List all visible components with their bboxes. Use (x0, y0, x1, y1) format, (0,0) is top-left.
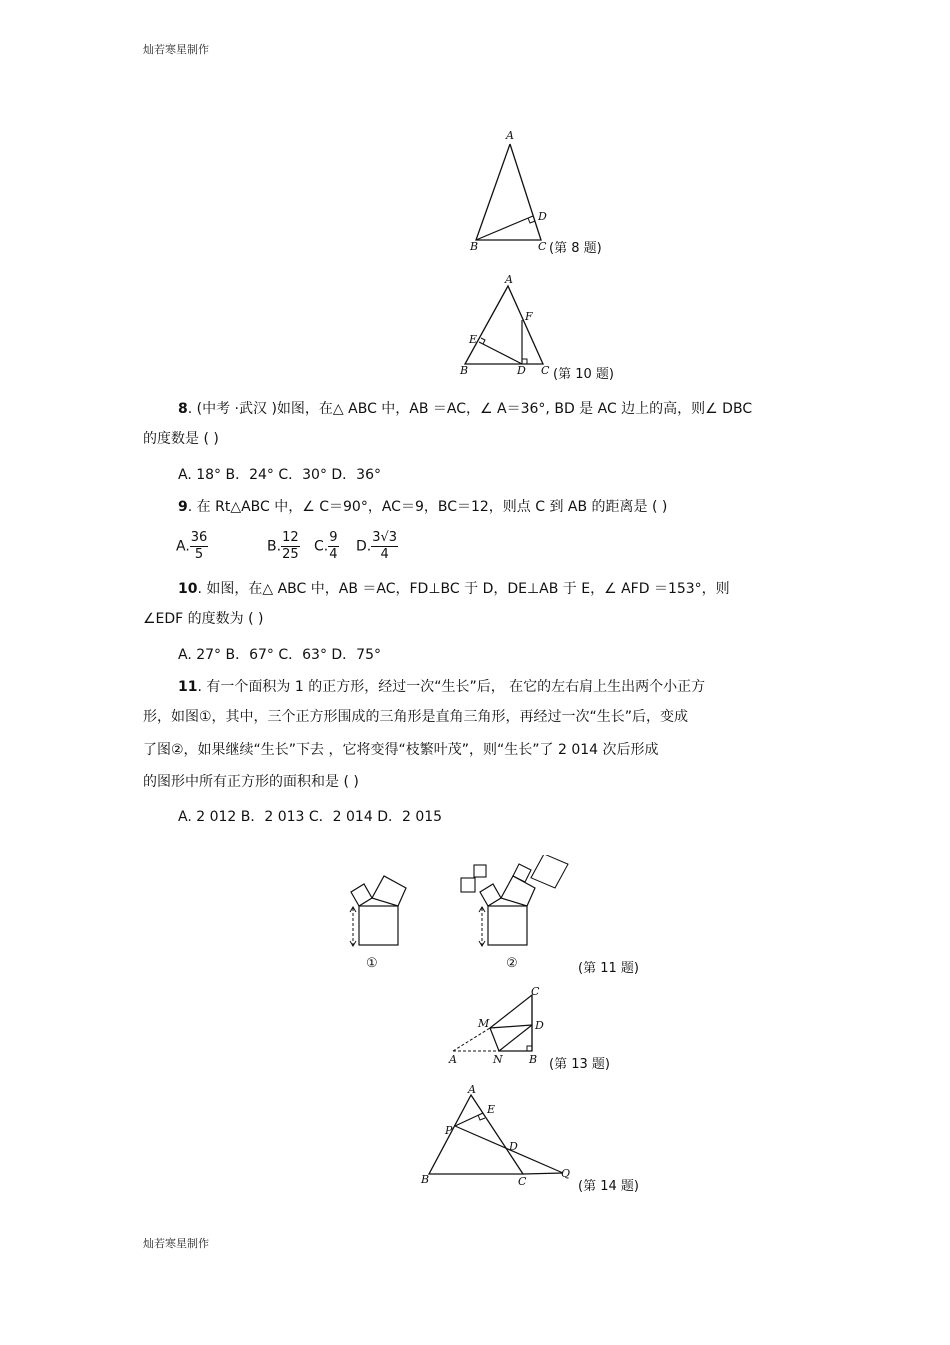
vertex-label-c: C (518, 1175, 527, 1188)
question-11-options: A. 2 012 B．2 013 C．2 014 D．2 015 (178, 809, 443, 825)
question-8 (143, 399, 813, 419)
vertex-label-p: P (445, 1124, 453, 1137)
figure-q14 (415, 1083, 580, 1188)
question-11-line4: 的图形中所有正方形的面积和是 ( ) (143, 774, 359, 790)
question-10-cont: ∠EDF 的度数为 ( ) (143, 611, 264, 627)
denominator: 4 (329, 547, 338, 562)
question-11 (143, 677, 813, 697)
vertex-label-m: M (478, 1017, 490, 1030)
numerator: 3√3 (372, 530, 398, 545)
denominator: 5 (194, 547, 204, 562)
numerator: 36 (190, 530, 208, 545)
vertex-label-d: D (535, 1019, 544, 1032)
option-b (267, 530, 300, 563)
denominator: 25 (282, 547, 299, 562)
question-number: 10 (178, 581, 198, 597)
vertex-label-q: Q (561, 1167, 571, 1180)
page-header: 灿若寒星制作 (143, 43, 209, 56)
vertex-label-d: D (509, 1140, 518, 1153)
fraction (328, 530, 338, 563)
caption-q11: (第 11 题) (578, 961, 639, 976)
vertex-label-e: E (469, 333, 478, 346)
vertex-label-c: C (538, 240, 547, 253)
figure-q10 (455, 273, 555, 383)
question-text: . (中考 ·武汉 )如图，在△ ABC 中，AB ＝AC，∠ A＝36°, BD 是 AC 边上的高，则∠ DBC (187, 401, 753, 417)
vertex-label-b: B (421, 1173, 430, 1186)
vertex-label-a: A (449, 1053, 457, 1066)
question-number: 8 (178, 401, 188, 417)
vertex-label-b: B (529, 1053, 538, 1066)
option-d (356, 530, 398, 563)
question-number: 11 (178, 679, 198, 695)
figure-q13 (445, 985, 550, 1070)
fraction (371, 530, 398, 563)
figure-label-1: ① (366, 956, 378, 971)
caption-q10: (第 10 题) (553, 367, 614, 382)
option-a (176, 530, 208, 563)
question-11-line2: 形，如图①，其中，三个正方形围成的三角形是直角三角形，再经过一次“生长”后，变成 (143, 709, 689, 725)
vertex-label-a: A (506, 129, 514, 142)
question-number: 9 (178, 499, 188, 515)
vertex-label-d: D (538, 210, 547, 223)
question-text: . 有一个面积为 1 的正方形，经过一次“生长”后， 在它的左右肩上生出两个小正方 (197, 679, 706, 695)
question-9 (143, 497, 813, 517)
option-label: A. (176, 538, 190, 555)
vertex-label-a: A (468, 1083, 476, 1096)
page-footer: 灿若寒星制作 (143, 1237, 209, 1250)
vertex-label-c: C (531, 985, 540, 998)
vertex-label-f: F (525, 310, 533, 323)
option-label: B. (267, 538, 282, 555)
option-label: C. (314, 538, 329, 555)
figure-q8 (465, 125, 555, 255)
option-label: D. (356, 538, 372, 555)
caption-q13: (第 13 题) (549, 1057, 610, 1072)
fraction (281, 530, 300, 563)
vertex-label-c: C (541, 364, 550, 377)
question-text: . 如图，在△ ABC 中，AB ＝AC，FD⊥BC 于 D，DE⊥AB 于 E，∠ AFD ＝153°，则 (197, 581, 730, 597)
question-text: . 在 Rt△ABC 中，∠ C＝90°，AC＝9，BC＝12，则点 C 到 AB 的距离是 ( ) (187, 499, 668, 515)
question-10-options: A. 27° B．67° C．63° D．75° (178, 647, 381, 663)
vertex-label-n: N (493, 1053, 503, 1066)
numerator: 12 (282, 530, 299, 545)
question-10 (143, 579, 813, 599)
denominator: 4 (380, 547, 389, 562)
figure-label-2: ② (506, 956, 518, 971)
question-8-cont: 的度数是 ( ) (143, 431, 219, 447)
option-c (314, 530, 339, 563)
caption-q8: (第 8 题) (549, 241, 602, 256)
caption-q14: (第 14 题) (578, 1179, 639, 1194)
fraction (190, 530, 209, 563)
question-8-options: A. 18° B．24° C．30° D．36° (178, 467, 381, 483)
figure-q11 (336, 855, 581, 975)
vertex-label-b: B (460, 364, 469, 377)
vertex-label-e: E (487, 1103, 496, 1116)
vertex-label-a: A (505, 273, 513, 286)
question-11-line3: 了图②，如果继续“生长”下去 ，它将变得“枝繁叶茂”，则“生长”了 2 014 次后形成 (143, 742, 659, 758)
numerator: 9 (329, 530, 338, 545)
vertex-label-b: B (470, 240, 479, 253)
vertex-label-d: D (517, 364, 526, 377)
